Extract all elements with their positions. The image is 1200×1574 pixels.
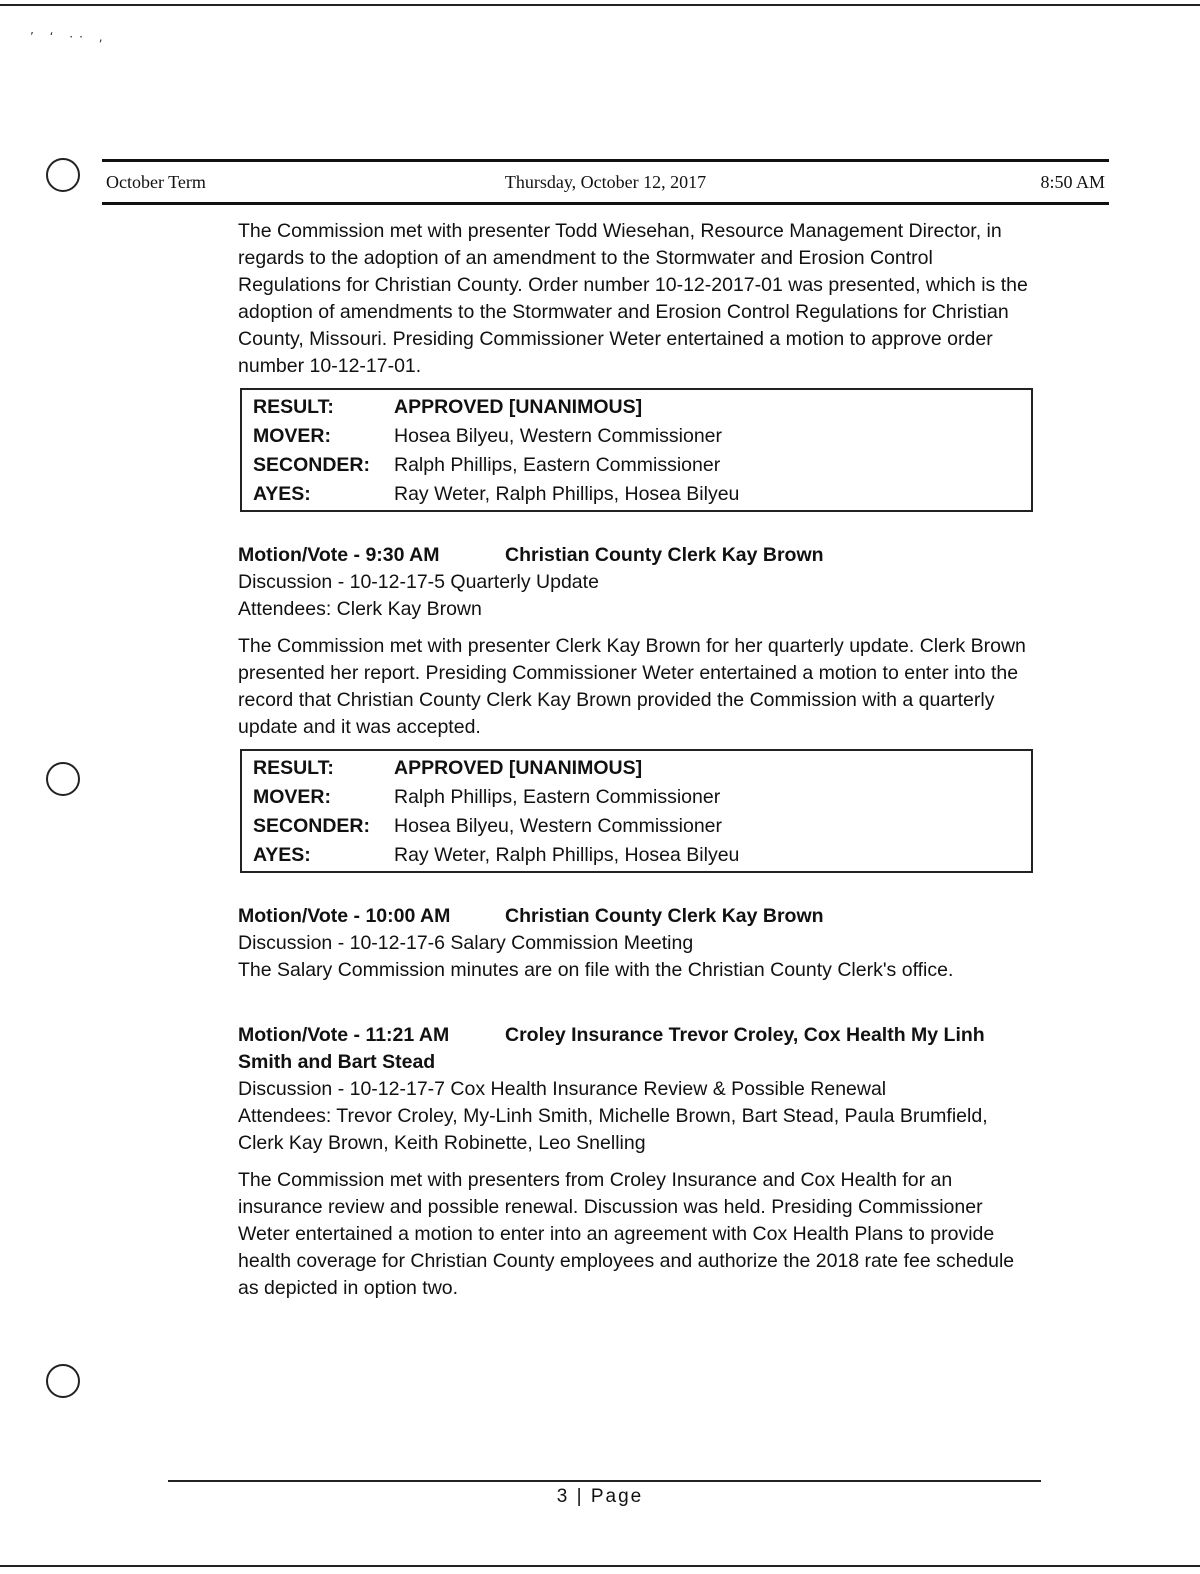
vote-result: APPROVED [UNANIMOUS]: [394, 396, 643, 418]
motion-attendees: Attendees: Trevor Croley, My-Linh Smith, Michelle Brown, Bart Stead, Paula Brumfield, Clerk Kay Brown, Keith Robinette, Leo Snelling: [238, 1105, 988, 1154]
vote-label: MOVER:: [253, 425, 331, 447]
scan-edge-bottom: [0, 1565, 1200, 1567]
vote-row-ayes: [242, 841, 1031, 870]
motion-attendees: Attendees: Clerk Kay Brown: [238, 598, 482, 620]
header-rule-top: [102, 159, 1109, 162]
vote-label: RESULT:: [253, 396, 334, 418]
intro-paragraph: The Commission met with presenter Todd Wiesehan, Resource Management Director, in regards to the adoption of an amendment to the Stormwater and Erosion Control Regulations for Christian County. Order number 10-12-2017-01 was presented, which is the adoption of amendments to the Stormwater and Erosion Control Regulations for Christian County, Missouri. Presiding Commissioner Weter entertained a motion to approve order number 10-12-17-01.: [238, 220, 1028, 377]
motion-heading: [238, 903, 1038, 930]
vote-label: RESULT:: [253, 757, 334, 779]
vote-label: MOVER:: [253, 786, 331, 808]
motion-title: Christian County Clerk Kay Brown: [505, 905, 824, 927]
vote-row-result: [242, 754, 1031, 783]
motion-heading: [238, 1022, 1038, 1076]
header-term: October Term: [106, 172, 206, 192]
vote-box-1: [240, 388, 1033, 512]
scan-edge-top: [0, 4, 1200, 6]
motion-time: Motion/Vote - 11:21 AM: [238, 1024, 450, 1046]
motion-paragraph: The Commission met with presenter Clerk Kay Brown for her quarterly update. Clerk Brown presented her report. Presiding Commissioner Weter entertained a motion to enter into the record that Christian County Clerk Kay Brown provided the Commission with a quarterly update and it was accepted.: [238, 635, 1026, 738]
footer-rule: [168, 1480, 1041, 1482]
binder-hole-top: [46, 158, 80, 192]
vote-seconder: Ralph Phillips, Eastern Commissioner: [394, 454, 721, 476]
page-number: 3 | Page: [556, 1486, 644, 1507]
motion-title: Croley Insurance Trevor Croley, Cox Health My Linh Smith and Bart Stead: [238, 1024, 985, 1073]
motion-note: The Salary Commission minutes are on file with the Christian County Clerk's office.: [238, 959, 954, 981]
vote-label: SECONDER:: [253, 454, 371, 476]
vote-label: AYES:: [253, 844, 311, 866]
vote-seconder: Hosea Bilyeu, Western Commissioner: [394, 815, 723, 837]
vote-label: SECONDER:: [253, 815, 371, 837]
vote-row-result: [242, 393, 1031, 422]
motion-heading: [238, 542, 1038, 569]
motion-section-2: [238, 542, 1038, 741]
vote-mover: Hosea Bilyeu, Western Commissioner: [394, 425, 723, 447]
vote-row-seconder: [242, 451, 1031, 480]
vote-ayes: Ray Weter, Ralph Phillips, Hosea Bilyeu: [394, 483, 740, 505]
motion-paragraph: The Commission met with presenters from Croley Insurance and Cox Health for an insurance review and possible renewal. Discussion was held. Presiding Commissioner Weter entertained a motion to enter into an agreement with Cox Health Plans to provide health coverage for Christian County employees and authorize the 2018 rate fee schedule as depicted in option two.: [238, 1169, 1015, 1299]
motion-discussion: Discussion - 10-12-17-7 Cox Health Insurance Review & Possible Renewal: [238, 1078, 887, 1100]
motion-title: Christian County Clerk Kay Brown: [505, 544, 824, 566]
motion-time: Motion/Vote - 9:30 AM: [238, 544, 440, 566]
motion-discussion: Discussion - 10-12-17-6 Salary Commission Meeting: [238, 932, 694, 954]
vote-mover: Ralph Phillips, Eastern Commissioner: [394, 786, 721, 808]
vote-result: APPROVED [UNANIMOUS]: [394, 757, 643, 779]
header-rule-bottom: [102, 202, 1109, 205]
binder-hole-middle: [46, 762, 80, 796]
vote-row-ayes: [242, 480, 1031, 509]
header-date: Thursday, October 12, 2017: [504, 172, 707, 192]
vote-row-mover: [242, 783, 1031, 812]
motion-section-4: [238, 1022, 1038, 1302]
motion-discussion: Discussion - 10-12-17-5 Quarterly Update: [238, 571, 599, 593]
binder-hole-bottom: [46, 1364, 80, 1398]
minutes-body: [238, 218, 1038, 1302]
vote-row-mover: [242, 422, 1031, 451]
scan-specks: ’ ‘ ·· ,: [30, 30, 109, 44]
vote-ayes: Ray Weter, Ralph Phillips, Hosea Bilyeu: [394, 844, 740, 866]
motion-time: Motion/Vote - 10:00 AM: [238, 905, 451, 927]
page-header: [102, 168, 1109, 196]
vote-box-2: [240, 749, 1033, 873]
motion-section-3: [238, 903, 1038, 984]
vote-row-seconder: [242, 812, 1031, 841]
header-time: 8:50 AM: [1040, 172, 1105, 192]
vote-label: AYES:: [253, 483, 311, 505]
